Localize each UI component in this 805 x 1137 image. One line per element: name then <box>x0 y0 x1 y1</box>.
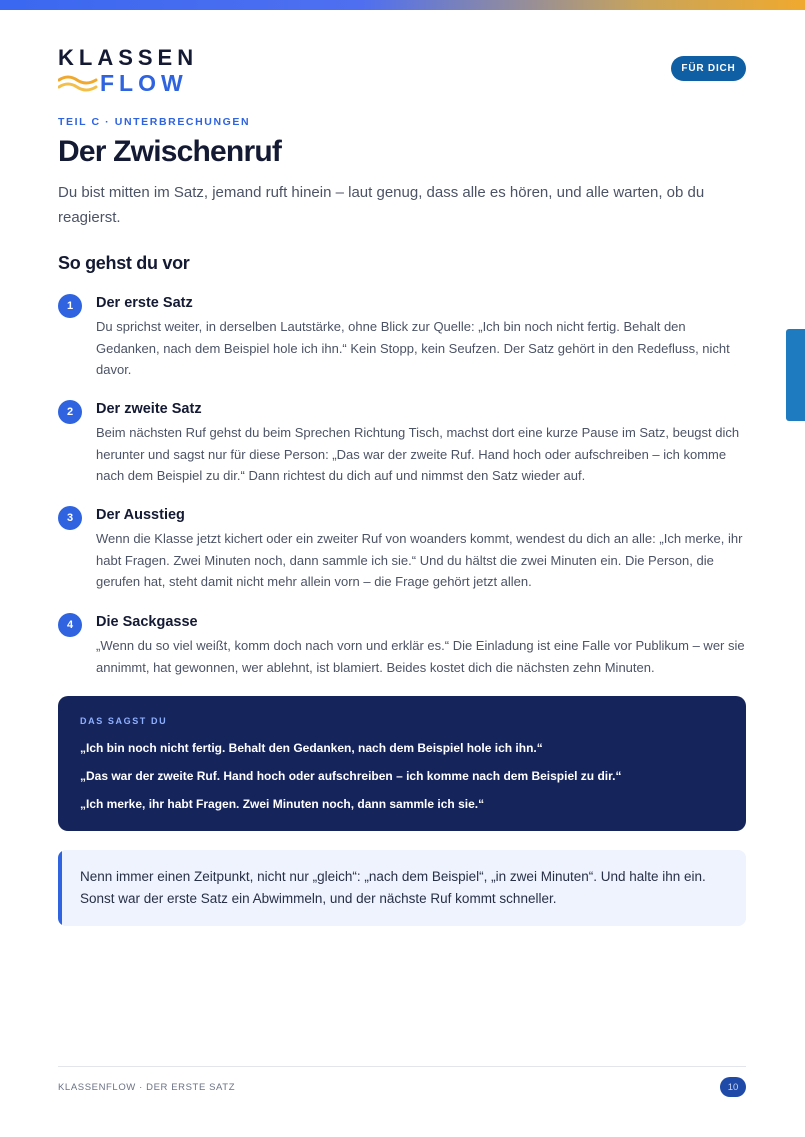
klassenflow-logo <box>58 47 198 95</box>
step-number-badge: 3 <box>58 506 82 530</box>
step-title: Der erste Satz <box>96 295 193 311</box>
step-title: Die Sackgasse <box>96 614 198 630</box>
logo-wordmark-bottom: FLOW <box>100 70 188 96</box>
step-number-badge: 2 <box>58 400 82 424</box>
phrase-line: „Ich bin noch nicht fertig. Behalt den Gedanken, nach dem Beispiel hole ich ihn.“ <box>80 741 543 755</box>
step-number-badge: 1 <box>58 294 82 318</box>
tip-text: Nenn immer einen Zeitpunkt, nicht nur „gleich“: „nach dem Beispiel“, „in zwei Minuten“. Und halte ihn ein. Sonst war der erste Satz ein Abwimmeln, und der nächste Ruf kommt schneller. <box>80 869 706 906</box>
footer-label: KLASSENFLOW · DER ERSTE SATZ <box>58 1082 236 1093</box>
phrases-label: DAS SAGST DU <box>80 716 168 726</box>
step-title: Der Ausstieg <box>96 507 185 523</box>
step-body: „Wenn du so viel weißt, komm doch nach vorn und erklär es.“ Die Einladung ist eine Falle vor Publikum – wer sie annimmt, hat gewonnen, wer ablehnt, ist blamiert. Beides kostet dich die nächsten zehn Minuten. <box>96 638 745 675</box>
section-kicker: TEIL C · UNTERBRECHUNGEN <box>58 116 251 128</box>
audience-badge: FÜR DICH <box>671 56 746 81</box>
lead-paragraph: Du bist mitten im Satz, jemand ruft hinein – laut genug, dass alle es hören, und alle warten, ob du reagierst. <box>58 184 705 226</box>
step-body: Wenn die Klasse jetzt kichert oder ein zweiter Ruf von woanders kommt, wendest du dich an alle: „Ich merke, ihr habt Fragen. Zwei Minuten noch, dann sammle ich sie.“ Und du hältst die zwei Minuten ein. Die Person, die gerufen hat, steht damit nicht mehr allein vorn – die Frage gehört jetzt allen. <box>96 531 743 589</box>
tip-accent-bar <box>58 850 62 926</box>
logo-wordmark-top: KLASSEN <box>58 45 199 70</box>
step-title: Der zweite Satz <box>96 401 202 417</box>
top-gradient-bar <box>0 0 805 10</box>
footer-divider <box>58 1066 746 1067</box>
phrase-line: „Ich merke, ihr habt Fragen. Zwei Minuten noch, dann sammle ich sie.“ <box>80 797 485 811</box>
phrase-line: „Das war der zweite Ruf. Hand hoch oder aufschreiben – ich komme nach dem Beispiel zu dir.“ <box>80 769 622 783</box>
wave-icon <box>58 72 98 94</box>
page-number: 10 <box>720 1077 746 1097</box>
steps-heading: So gehst du vor <box>58 253 190 273</box>
step-body: Du sprichst weiter, in derselben Lautstärke, ohne Blick zur Quelle: „Ich bin noch nicht fertig. Behalt den Gedanken, nach dem Beispiel hole ich ihn.“ Kein Stopp, kein Seufzen. Der Satz gehört in den Redefluss, nicht davor. <box>96 319 730 377</box>
phrases-box <box>58 696 746 831</box>
page-title: Der Zwischenruf <box>58 135 282 168</box>
step-number-badge: 4 <box>58 613 82 637</box>
step-body: Beim nächsten Ruf gehst du beim Sprechen Richtung Tisch, machst dort eine kurze Pause im Satz, beugst dich herunter und sagst nur für diese Person: „Das war der zweite Ruf. Hand hoch oder aufschreiben – ich komme nach dem Beispiel zu dir.“ Dann richtest du dich auf und nimmst den Satz wieder auf. <box>96 425 740 483</box>
tip-callout <box>58 850 746 926</box>
side-tab-marker <box>786 329 805 421</box>
